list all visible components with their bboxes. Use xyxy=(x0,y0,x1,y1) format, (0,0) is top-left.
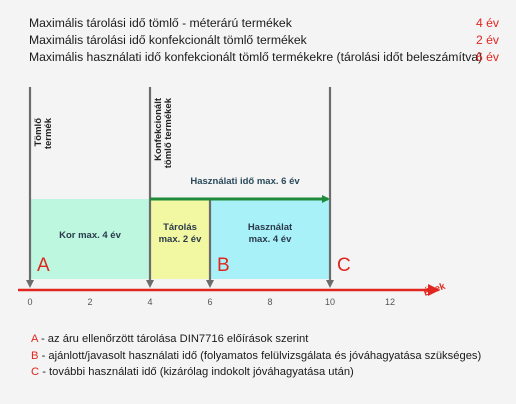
header-row-value: 4 év xyxy=(475,16,499,30)
phase-label-line1: Tárolás xyxy=(163,222,197,233)
vline-year-4-tip xyxy=(146,280,154,288)
vertical-label-line1: Tömlő xyxy=(33,118,44,147)
marker-b: B xyxy=(217,255,230,276)
header-row-value: 6 év xyxy=(475,50,499,64)
legend xyxy=(31,331,516,381)
marker-a: A xyxy=(37,255,50,276)
axis-tick-label: 2 xyxy=(87,297,93,307)
header-row-value: 2 év xyxy=(475,33,499,47)
header-row-label: Maximális használati idő konfekcionált tömlő termékekre (tárolási időt beleszámítva) xyxy=(29,50,483,64)
vline-year-6-tip xyxy=(206,280,214,288)
vertical-label-line1: Konfekcionált xyxy=(153,98,164,161)
phase-storage xyxy=(150,199,210,279)
legend-letter: A xyxy=(31,333,38,345)
header-row-label: Maximális tárolási idő tömlő - méterárú termékek xyxy=(29,16,292,30)
phase-label-line2: max. 4 év xyxy=(248,234,292,245)
legend-text: - további használati idő (kizárólag indokolt jóváhagyatása után) xyxy=(39,366,354,378)
axis-unit-label: Évek xyxy=(422,280,447,299)
legend-letter: B xyxy=(31,349,39,362)
marker-c: C xyxy=(337,255,351,276)
vertical-label-line2: termék xyxy=(43,118,54,150)
phase-label-line1: Kor max. 4 év xyxy=(59,230,121,241)
vertical-label-line2: tömlő termékek xyxy=(163,98,174,169)
axis-tick-label: 10 xyxy=(324,297,336,307)
vertical-label-assembled-hose xyxy=(153,97,174,168)
legend-text: - az áru ellenőrzött tárolása DIN7716 előírások szerint xyxy=(37,333,309,345)
phase-label-line2: max. 2 év xyxy=(158,234,202,245)
legend-letter: C xyxy=(31,366,40,378)
axis-tick-label: 6 xyxy=(207,297,213,307)
legend-text: - ajánlott/javasolt használati idő (folyamatos felülvizsgálata és jóváhagyatása szükséges) xyxy=(38,349,482,362)
legend-row-c xyxy=(31,364,516,381)
vline-year-10-tip xyxy=(326,280,334,288)
vline-year-0-tip xyxy=(26,280,34,288)
phase-label-line1: Használat xyxy=(247,222,293,233)
legend-row-a xyxy=(31,331,516,348)
vertical-label-hose-product xyxy=(33,117,54,149)
axis-tick-label: 8 xyxy=(267,297,273,307)
axis-tick-label: 0 xyxy=(27,297,33,307)
header-row-label: Maximális tárolási idő konfekcionált tömlő termékek xyxy=(29,33,307,47)
axis-tick-label: 12 xyxy=(384,297,396,307)
axis-tick-label: 4 xyxy=(147,297,153,307)
usage-arrow-label: Használati idő max. 6 év xyxy=(190,176,300,187)
legend-row-b xyxy=(31,348,516,365)
